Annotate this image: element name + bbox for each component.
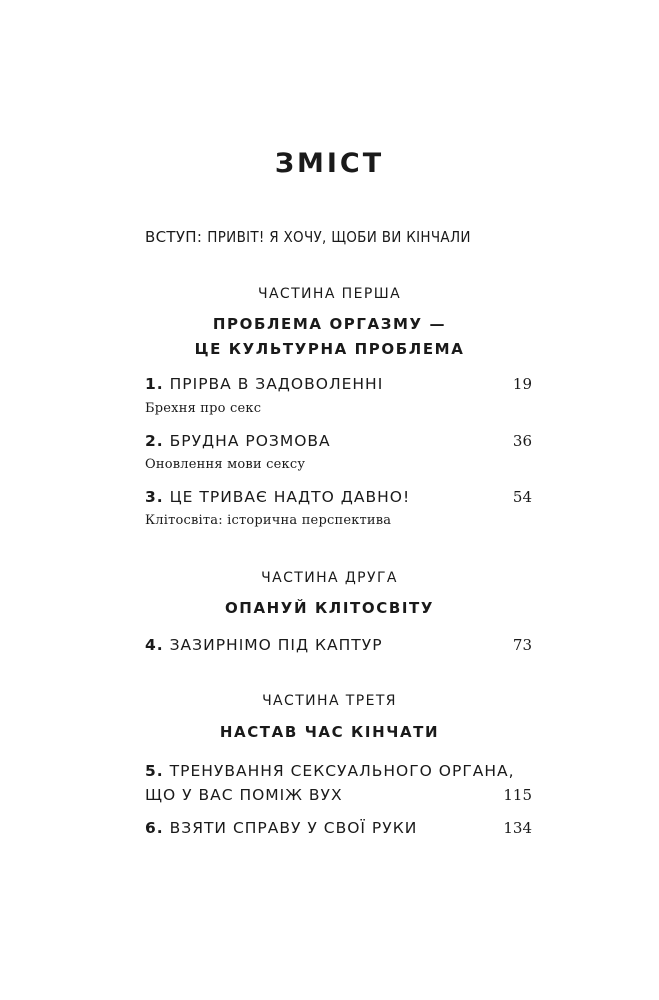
chapter-5-page: 115 [503,786,532,804]
chapter-2-page: 36 [512,432,532,450]
chapter-2-number: 2. [145,432,164,450]
chapter-6-number: 6. [145,819,164,837]
intro-title: ПРИВІТ! Я ХОЧУ, ЩОБИ ВИ КІНЧАЛИ [207,228,471,246]
chapter-2-subtitle: Оновлення мови сексу [145,457,306,472]
chapter-4-number: 4. [145,636,164,654]
chapter-6-entry[interactable] [145,817,417,839]
chapter-3-subtitle: Клітосвіта: історична перспектива [145,513,392,528]
intro-label: ВСТУП: [145,228,203,246]
part-1-title-line2: ЦЕ КУЛЬТУРНА ПРОБЛЕМА [194,340,465,358]
chapter-1-entry[interactable] [145,373,383,395]
chapter-6-page: 134 [503,819,532,837]
chapter-4-title: ЗАЗИРНІМО ПІД КАПТУР [169,636,383,654]
chapter-3-title: ЦЕ ТРИВАЄ НАДТО ДАВНО! [169,488,411,506]
chapter-5-entry[interactable] [145,760,515,782]
part-3-label: ЧАСТИНА ТРЕТЯ [262,693,397,709]
part-3-title: НАСТАВ ЧАС КІНЧАТИ [219,723,440,741]
chapter-2-entry[interactable] [145,430,331,452]
chapter-1-subtitle: Брехня про секс [145,401,262,416]
part-1-label: ЧАСТИНА ПЕРША [257,286,402,302]
chapter-1-title: ПРІРВА В ЗАДОВОЛЕННІ [169,375,384,393]
chapter-3-entry[interactable] [145,486,410,508]
chapter-4-entry[interactable] [145,634,383,656]
chapter-1-page: 19 [512,375,532,393]
page-title: ЗМІСТ [274,148,385,179]
chapter-1-number: 1. [145,375,164,393]
chapter-5-number: 5. [145,762,164,780]
chapter-5-title-line2-wrap [145,784,343,806]
chapter-6-title: ВЗЯТИ СПРАВУ У СВОЇ РУКИ [169,819,418,837]
intro-entry[interactable] [145,228,471,246]
part-1-title-line1: ПРОБЛЕМА ОРГАЗМУ — [212,315,447,333]
part-2-label: ЧАСТИНА ДРУГА [261,570,398,586]
chapter-3-number: 3. [145,488,164,506]
chapter-5-title-line1: ТРЕНУВАННЯ СЕКСУАЛЬНОГО ОРГАНА, [169,762,515,780]
chapter-2-title: БРУДНА РОЗМОВА [169,432,331,450]
chapter-5-title-line2: ЩО У ВАС ПОМІЖ ВУХ [145,786,343,804]
chapter-4-page: 73 [512,636,532,654]
part-2-title: ОПАНУЙ КЛІТОСВІТУ [224,599,435,617]
chapter-3-page: 54 [512,488,532,506]
